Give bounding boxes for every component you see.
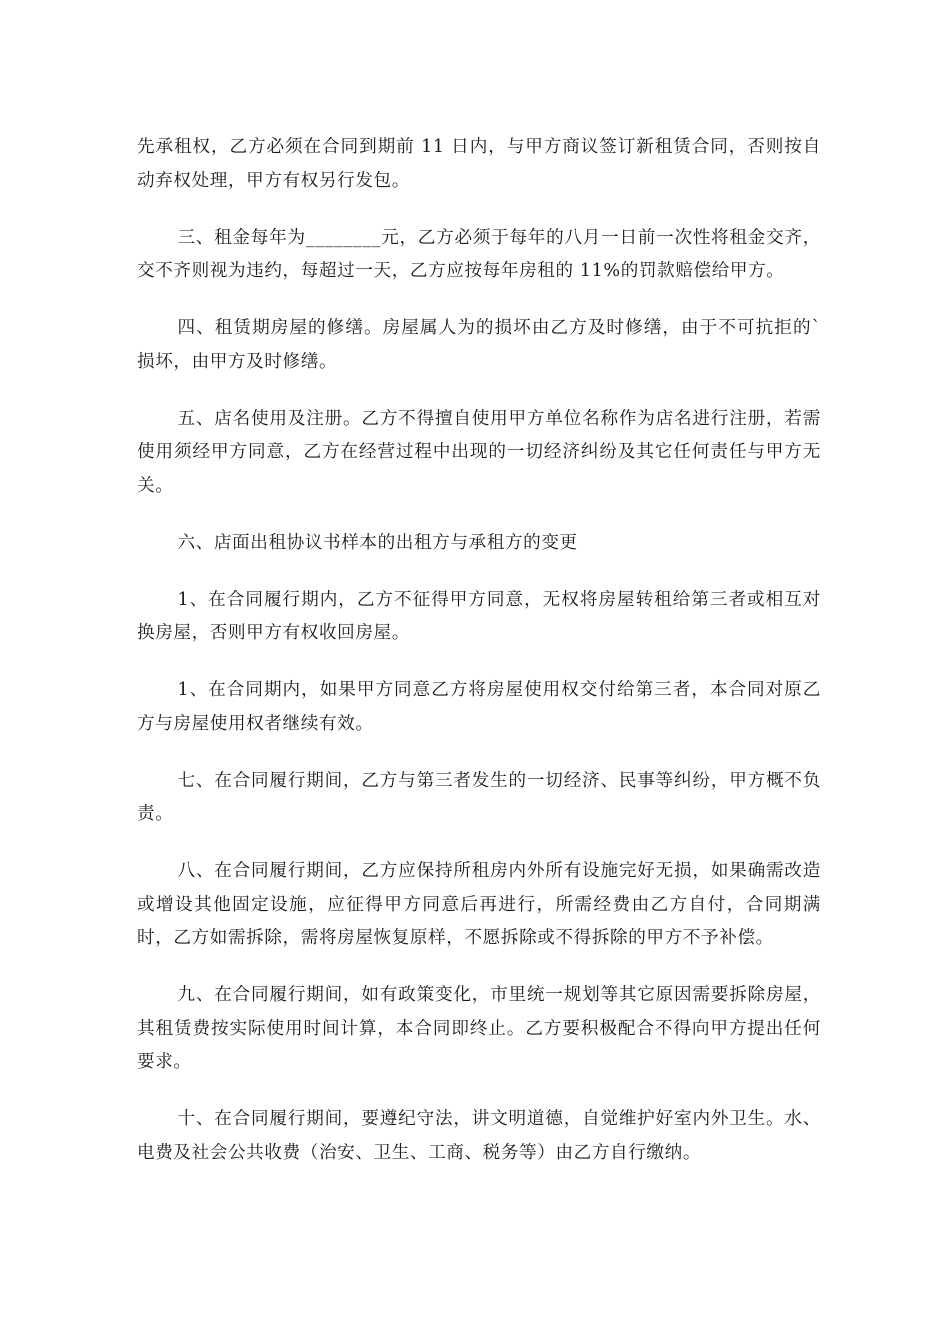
paragraph-11: 十、在合同履行期间，要遵纪守法，讲文明道德，自觉维护好室内外卫生。水、电费及社会公共收费（治安、卫生、工商、税务等）由乙方自行缴纳。 <box>137 1109 821 1163</box>
paragraph-6: 1、在合同履行期内，乙方不征得甲方同意，无权将房屋转租给第三者或相互对换房屋，否则甲方有权收回房屋。 <box>137 589 821 643</box>
paragraph-7: 1、在合同期内，如果甲方同意乙方将房屋使用权交付给第三者，本合同对原乙方与房屋使用权者继续有效。 <box>137 680 821 734</box>
paragraph-3: 四、租赁期房屋的修缮。房屋属人为的损坏由乙方及时修缮，由于不可抗拒的`损坏，由甲方及时修缮。 <box>137 318 821 372</box>
paragraph-2: 三、租金每年为________元，乙方必须于每年的八月一日前一次性将租金交齐，交不齐则视为违约，每超过一天，乙方应按每年房租的 11%的罚款赔偿给甲方。 <box>137 227 821 281</box>
document-body <box>137 131 821 1194</box>
paragraph-9: 八、在合同履行期间，乙方应保持所租房内外所有设施完好无损，如果确需改造或增设其他固定设施，应征得甲方同意后再进行，所需经费由乙方自付，合同期满时，乙方如需拆除，需将房屋恢复原样，不愿拆除或不得拆除的甲方不予补偿。 <box>137 861 821 948</box>
paragraph-4: 五、店名使用及注册。乙方不得擅自使用甲方单位名称作为店名进行注册，若需使用须经甲方同意，乙方在经营过程中出现的一切经济纠纷及其它任何责任与甲方无关。 <box>137 408 821 496</box>
paragraph-8: 七、在合同履行期间，乙方与第三者发生的一切经济、民事等纠纷，甲方概不负责。 <box>137 770 821 824</box>
paragraph-5: 六、店面出租协议书样本的出租方与承租方的变更 <box>177 532 578 553</box>
paragraph-10: 九、在合同履行期间，如有政策变化，市里统一规划等其它原因需要拆除房屋，其租赁费按实际使用时间计算，本合同即终止。乙方要积极配合不得向甲方提出任何要求。 <box>137 985 821 1072</box>
paragraph-1: 先承租权，乙方必须在合同到期前 11 日内，与甲方商议签订新租赁合同，否则按自动弃权处理，甲方有权另行发包。 <box>137 137 821 191</box>
